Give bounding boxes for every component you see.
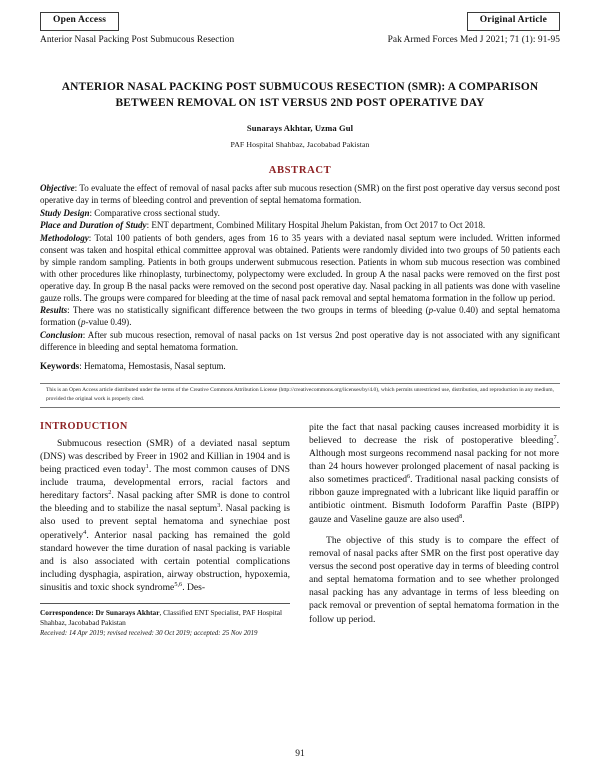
running-head (40, 35, 560, 45)
intro-p2-b: . Although most surgeons recommend nasal packing for not more than 24 hours however prolonged placement of nasal packing is also sometimes practiced (309, 434, 559, 486)
abstract-keywords-text: : Hematoma, Hemostasis, Nasal septum. (79, 360, 226, 371)
citation-ref-7: 7 (553, 433, 557, 441)
abstract-keywords-label: Keywords (40, 360, 80, 371)
affiliation: PAF Hospital Shahbaz, Jacobabad Pakistan (230, 139, 370, 149)
intro-p1-e: . Anterior nasal packing has remained the gold standard however the time duration of nasal packing is variable and is also associated with certain potential complications including dysphagia, aspiration, airway obstruction, hypoxemia, sinusitis and toxic shock syndrome (40, 529, 290, 594)
original-article-badge: Original Article (467, 12, 560, 31)
abstract-place-label: Place and Duration of Study (40, 220, 147, 231)
abstract-conclusion (40, 329, 560, 353)
column-left (40, 421, 290, 639)
abstract-study-design (40, 207, 560, 219)
abstract-conclusion-text: : After sub mucous resection, removal of nasal packs on 1st versus 2nd post operative day is not associated with any significant difference in bleeding and septal hematoma formation. (40, 329, 560, 352)
citation-ref-8: 8 (459, 512, 463, 520)
abstract-results-pvalue-symbol-1: p (428, 305, 434, 316)
correspondence-dates: Received: 14 Apr 2019; revised received: 30 Oct 2019; accepted: 25 Nov 2019 (40, 630, 258, 638)
citation-ref-2: 2 (108, 488, 112, 496)
intro-p1-b: . The most common causes of DNS include trauma, developmental errors, racial factors and hereditary factors (40, 463, 290, 502)
intro-p1-d: . Nasal packing is also used to prevent septal hematoma and synechiae post operatively (40, 503, 290, 541)
page-number: 91 (295, 749, 305, 759)
body-columns (40, 421, 560, 639)
intro-p1-c: . Nasal packing after SMR is done to control the bleeding and to stabilize the nasal septum (40, 490, 290, 515)
introduction-paragraph-2 (309, 421, 559, 526)
introduction-heading: INTRODUCTION (40, 420, 128, 432)
correspondence-label: Correspondence: Dr Sunarays Akhtar (40, 608, 160, 618)
correspondence-block (40, 603, 290, 638)
abstract-study-design-text: : Comparative cross sectional study. (89, 207, 220, 218)
license-notice: This is an Open Access article distributed under the terms of the Creative Commons Attribution License (http://creativecommons.org/licenses/by/4.0), which permits unrestricted use, distribution, and reproduction in any medium, provided the original work is properly cited. (40, 383, 560, 408)
abstract-results-label: Results (40, 305, 68, 316)
citation-ref-1: 1 (145, 462, 149, 470)
citation-ref-3: 3 (217, 502, 221, 510)
masthead-tags (40, 12, 560, 31)
introduction-paragraph-3: The objective of this study is to compare the effect of removal of nasal packs after SMR on the first post operative day versus the second post operative day in terms of bleeding control and septal hematoma formation and to see whether prolonged nasal packing has any advantage in terms of less bleeding on pack removal or prevention of septal hematoma formation in the follow up period. (309, 534, 559, 625)
citation-ref-5-6: 5,6 (174, 580, 183, 588)
correspondence-details: , Classified ENT Specialist, PAF Hospital Shahbaz, Jacobabad Pakistan (40, 608, 283, 628)
intro-p2-d: . (462, 513, 465, 525)
abstract-methodology-text: : Total 100 patients of both genders, ages from 16 to 35 years with a deviated nasal septum were included. Written informed consent was taken and hospital ethical committee approval was obtained. Patients were randomly divided into two groups of 50 patients each by simple random sampling. Patients in both groups underwent submucous resection. Patients in whom sub mucous resection was combined with other procedures like rhinoplasty, turbinectomy, polypectomy were excluded. In group A the nasal packs were removed on the first post operative day. In group B the nasal packs were removed on the second post operative day. Nasal packing in all patients was done with vaseline gauze rolls. The groups were compared for bleeding at the time of nasal pack removal and septal hematoma formation in the follow up period. (40, 232, 560, 303)
abstract-heading: ABSTRACT (268, 164, 332, 176)
journal-citation: Pak Armed Forces Med J 2021; 71 (1): 91-95 (387, 34, 560, 45)
abstract-results-text-1: : There was no statistically significant difference between the two groups in terms of bleeding ( (67, 305, 429, 316)
page-title: ANTERIOR NASAL PACKING POST SUBMUCOUS RESECTION (SMR): A COMPARISON BETWEEN REMOVAL ON 1ST VERSUS 2ND POST OPERATIVE DAY (61, 80, 539, 110)
intro-p2-a: pite the fact that nasal packing causes increased morbidity it is believed to decrease the risk of postoperative bleeding (309, 421, 559, 446)
intro-p2-c: . Traditional nasal packing consists of ribbon gauze impregnated with a lubricant like liquid paraffin or antibiotic ointment. Bismuth Iodoform Paraffin Paste (BIPP) gauze and Vaseline gauze are also used (309, 474, 559, 525)
introduction-paragraph-1 (40, 437, 290, 595)
abstract-place-text: : ENT department, Combined Military Hospital Jhelum Pakistan, from Oct 2017 to Oct 2018. (146, 220, 486, 231)
abstract-results-text-3: -value 0.49). (85, 317, 132, 328)
abstract-conclusion-label: Conclusion (40, 329, 83, 340)
open-access-badge: Open Access (40, 12, 119, 31)
author-list: Sunarays Akhtar, Uzma Gul (246, 122, 354, 133)
abstract-place-duration (40, 219, 560, 231)
intro-p1-f: . Des- (182, 582, 206, 594)
citation-ref-4: 4 (83, 528, 87, 536)
abstract-methodology (40, 232, 560, 304)
running-title: Anterior Nasal Packing Post Submucous Resection (40, 34, 235, 45)
abstract-results-pvalue-symbol-2: p (80, 317, 86, 328)
citation-ref-6: 6 (407, 472, 411, 480)
abstract-objective-label: Objective (40, 182, 75, 193)
abstract-results-text-2: -value 0.40) and septal hematoma formation ( (40, 305, 560, 328)
abstract-methodology-label: Methodology (40, 232, 89, 243)
abstract-objective-text: : To evaluate the effect of removal of nasal packs after sub mucous resection (SMR) on the first post operative day versus second post operative day in terms of bleeding control and prevention of septal hematoma formation. (40, 182, 560, 205)
title-block (40, 79, 560, 149)
abstract-keywords (40, 360, 560, 372)
abstract-results (40, 304, 560, 328)
intro-p1-a: Submucous resection (SMR) of a deviated nasal septum (DNS) was described by Freer in 1902 and Killian in 1904 and is being practiced even today (40, 437, 290, 475)
abstract-objective (40, 182, 560, 206)
correspondence-line (40, 608, 290, 628)
column-right (309, 421, 559, 639)
abstract-study-design-label: Study Design (40, 207, 90, 218)
